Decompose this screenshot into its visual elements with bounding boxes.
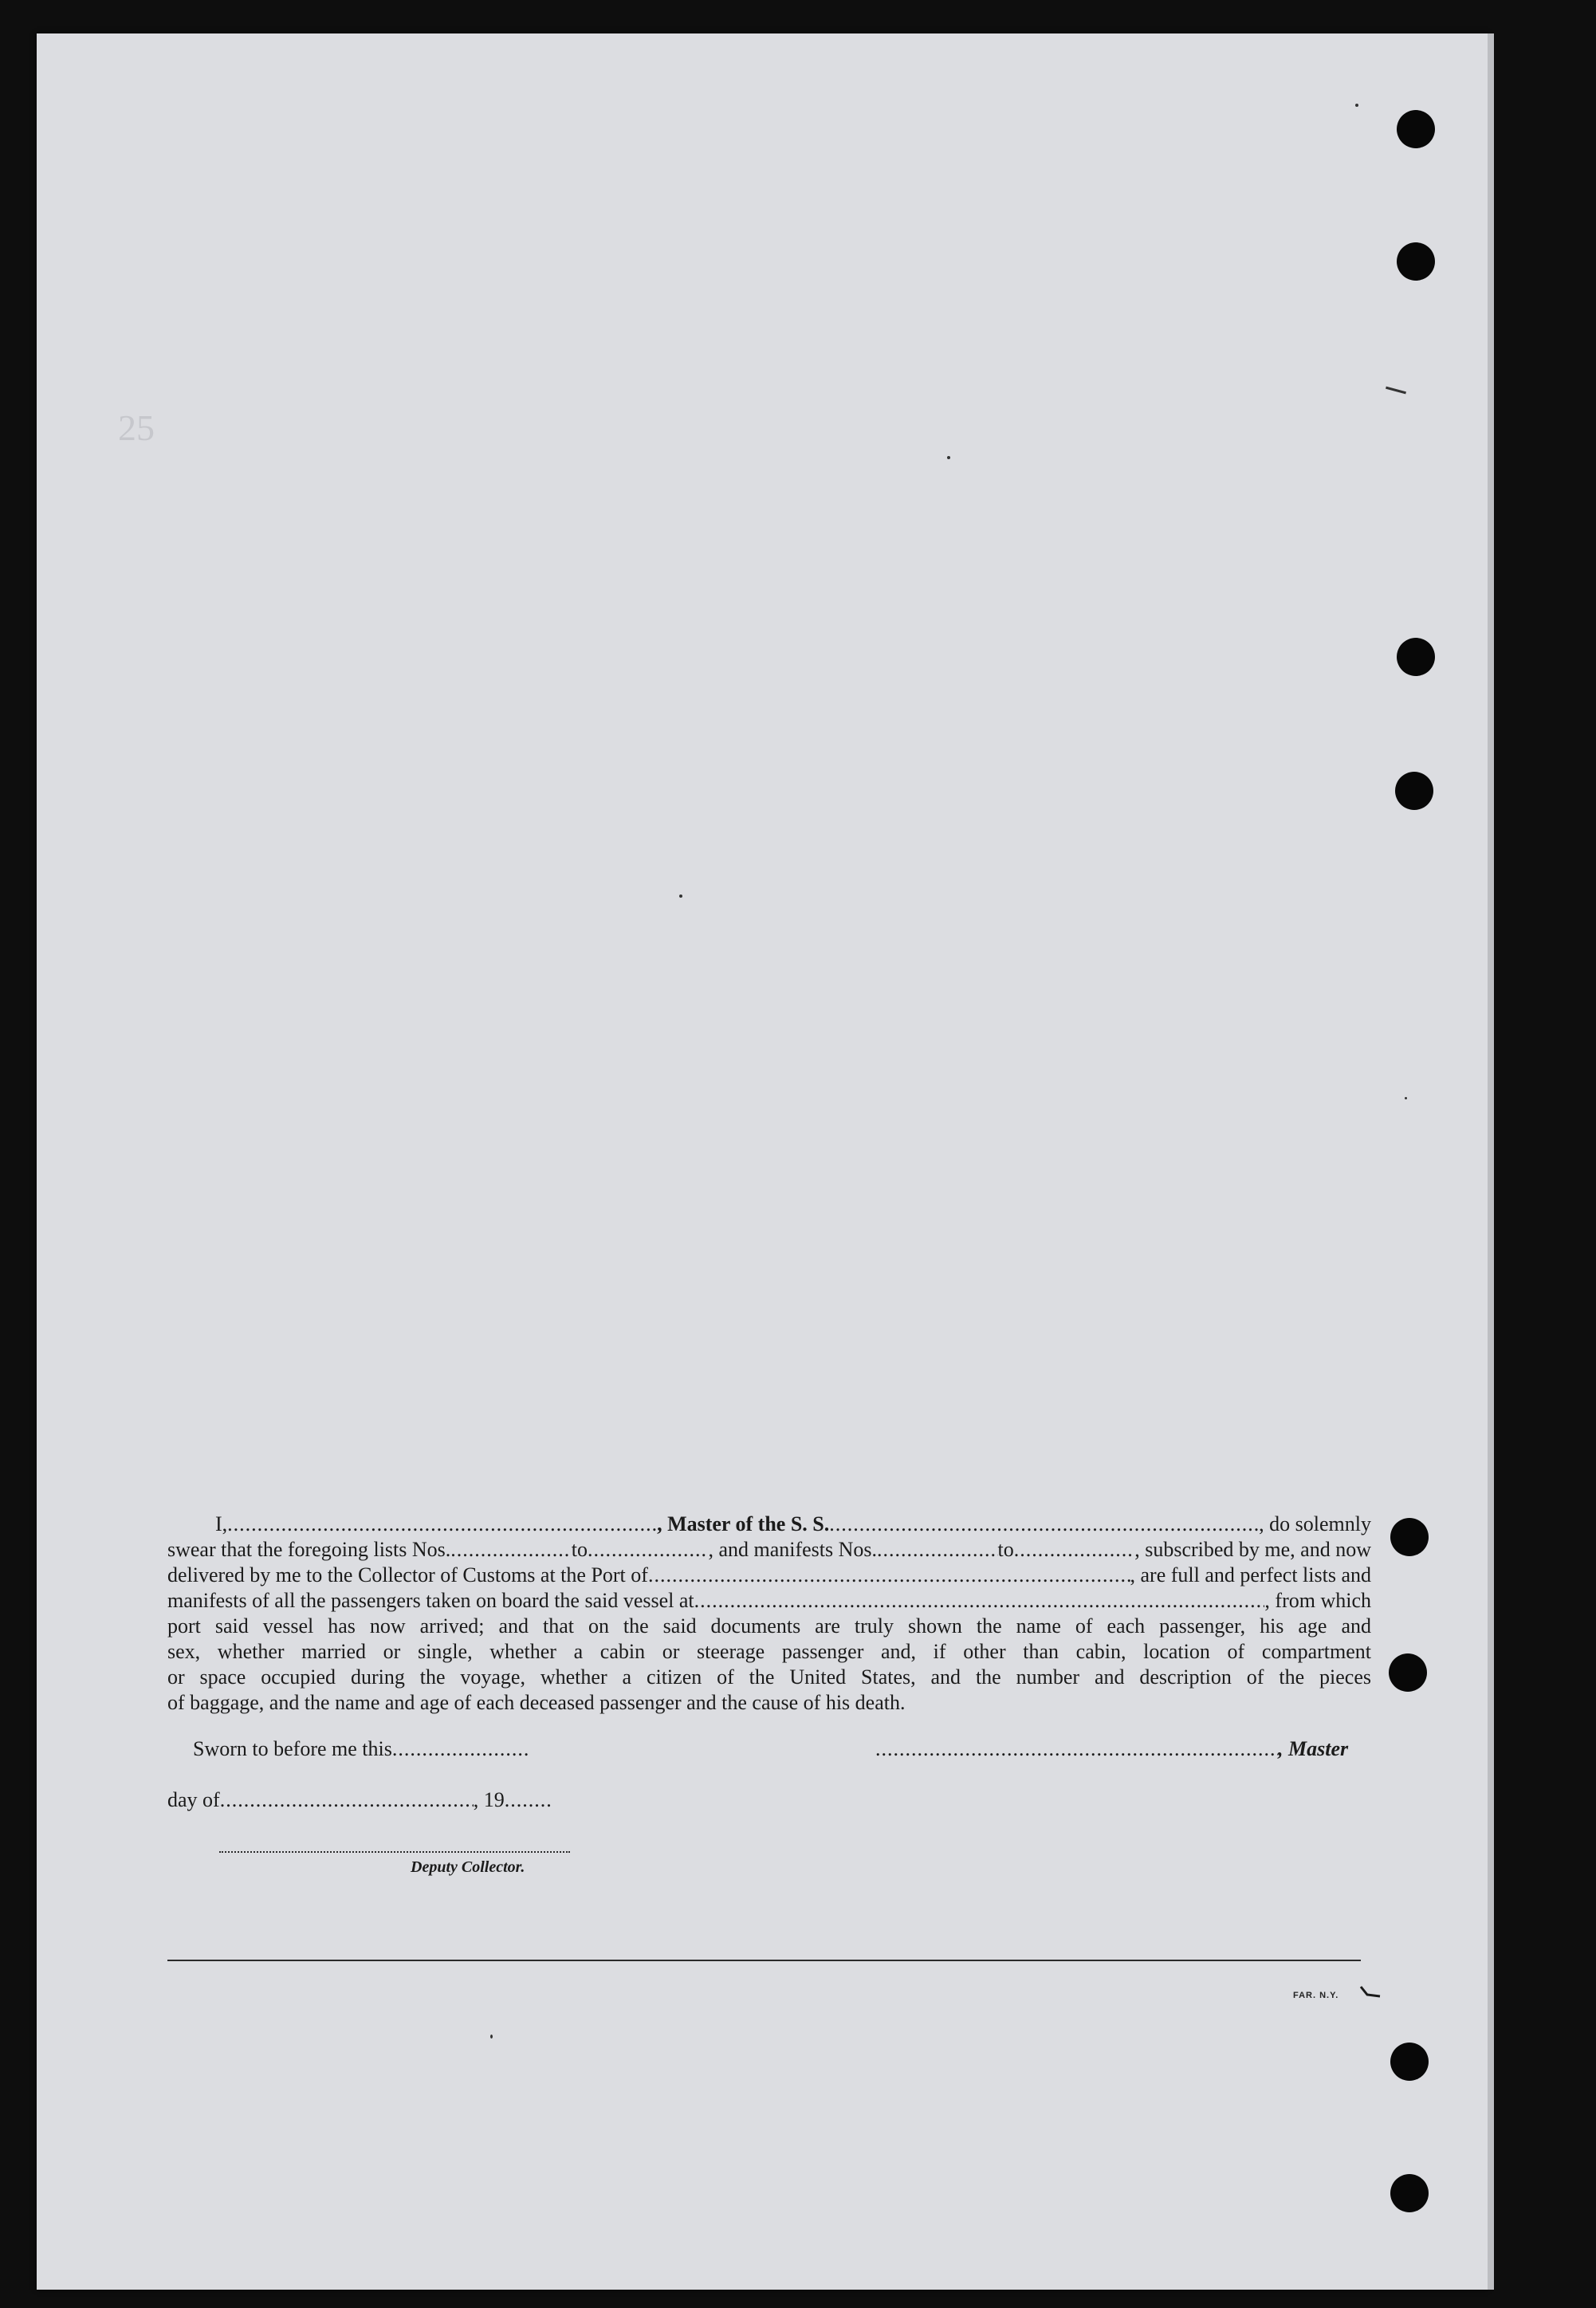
vessel-name-blank xyxy=(829,1512,1259,1537)
sworn-label: Sworn to before me this xyxy=(193,1737,392,1760)
document-page xyxy=(37,33,1488,2290)
oath-line-8: of baggage, and the name and age of each deceased passenger and the cause of his death. xyxy=(167,1691,906,1714)
speck xyxy=(1405,1097,1407,1099)
subscribed-label: , subscribed by me, and now xyxy=(1134,1538,1371,1561)
month-blank xyxy=(220,1787,474,1813)
full-perfect-label: , are full and perfect lists and xyxy=(1130,1563,1371,1587)
oath-line-4 xyxy=(167,1588,1371,1614)
deputy-signature-line xyxy=(219,1851,570,1853)
vessel-at-label: manifests of all the passengers taken on board the said vessel at xyxy=(167,1589,694,1612)
deputy-collector-label: Deputy Collector. xyxy=(411,1858,525,1876)
year-blank xyxy=(505,1787,552,1813)
oath-line-5: port said vessel has now arrived; and that on the said documents are truly shown the name of each passenger, his age and xyxy=(167,1614,1371,1638)
master-name-blank xyxy=(227,1512,657,1537)
punch-hole xyxy=(1397,638,1435,676)
sworn-day-blank xyxy=(392,1736,528,1762)
embark-port-blank xyxy=(694,1588,1265,1614)
speck xyxy=(1355,104,1358,107)
oath-line-1 xyxy=(167,1512,1371,1537)
punch-hole xyxy=(1390,2043,1429,2081)
master-of-ss: , Master of the S. S. xyxy=(657,1512,830,1535)
do-solemnly: , do solemnly xyxy=(1259,1512,1371,1535)
oath-i: I, xyxy=(215,1512,228,1535)
punch-hole xyxy=(1395,772,1433,810)
to-label: to xyxy=(571,1538,588,1561)
faint-page-number: 25 xyxy=(118,407,155,448)
page-edge xyxy=(1488,33,1494,2290)
check-mark-icon xyxy=(1359,1985,1382,1998)
master-signature-blank xyxy=(875,1736,1278,1762)
manifests-to-blank xyxy=(1014,1537,1134,1563)
year-label: , 19 xyxy=(473,1788,505,1811)
manifests-from-blank xyxy=(877,1537,997,1563)
master-oath xyxy=(167,1512,1371,1716)
sworn-row xyxy=(193,1736,528,1762)
oath-line-3 xyxy=(167,1563,1371,1588)
master-label: , Master xyxy=(1278,1737,1349,1760)
from-which-label: , from which xyxy=(1264,1589,1371,1612)
speck xyxy=(490,2035,493,2039)
day-of-row xyxy=(167,1787,552,1813)
to-label: to xyxy=(997,1538,1014,1561)
speck xyxy=(947,456,950,459)
lists-nos-label: swear that the foregoing lists Nos. xyxy=(167,1538,451,1561)
horizontal-rule xyxy=(167,1960,1361,1961)
oath-line-2 xyxy=(167,1537,1371,1563)
punch-hole xyxy=(1389,1653,1427,1692)
lists-from-blank xyxy=(450,1537,571,1563)
punch-hole xyxy=(1390,2174,1429,2212)
lists-to-blank xyxy=(588,1537,708,1563)
manifests-nos-label: , and manifests Nos. xyxy=(708,1538,878,1561)
punch-hole xyxy=(1397,242,1435,281)
day-of-label: day of xyxy=(167,1788,220,1811)
oath-line-7: or space occupied during the voyage, whether a citizen of the United States, and the number and description of the pieces xyxy=(167,1665,1371,1689)
port-blank xyxy=(648,1563,1130,1588)
punch-hole xyxy=(1390,1518,1429,1556)
printer-mark: FAR. N.Y. xyxy=(1293,1991,1339,2000)
oath-line-6: sex, whether married or single, whether a cabin or steerage passenger and, if other than cabin, location of compartment xyxy=(167,1640,1371,1663)
speck xyxy=(679,894,682,898)
master-signature-row xyxy=(875,1736,1348,1762)
punch-hole xyxy=(1397,110,1435,148)
port-label: delivered by me to the Collector of Customs at the Port of xyxy=(167,1563,648,1587)
